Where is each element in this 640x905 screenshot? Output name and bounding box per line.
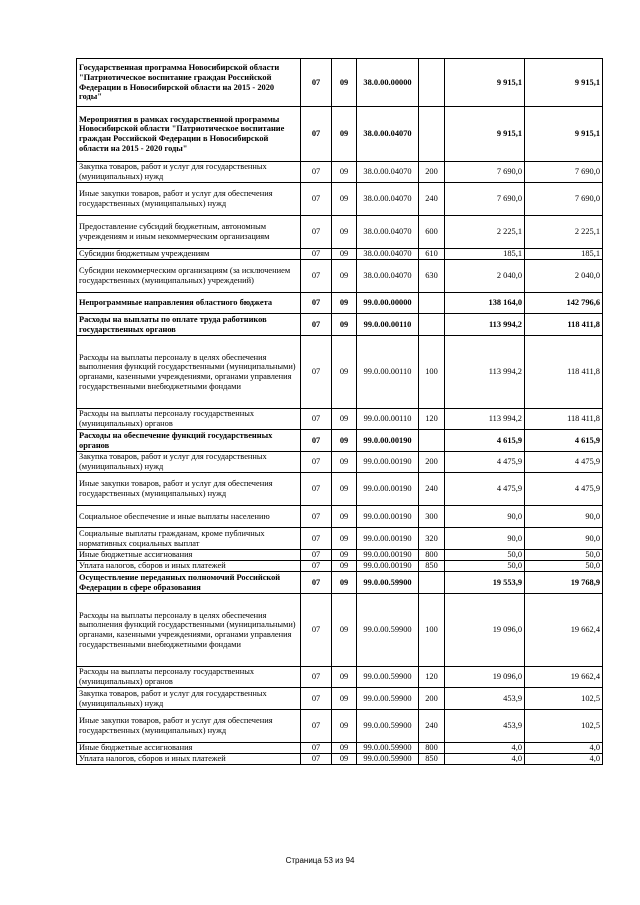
row-section-code: 07: [301, 594, 332, 667]
row-section-code: 07: [301, 506, 332, 528]
row-amount-2: 19 768,9: [525, 572, 603, 594]
table-row: [77, 183, 603, 216]
row-section-code: 07: [301, 473, 332, 506]
row-target-article: 99.0.00.59900: [357, 594, 419, 667]
row-subsection-code: 09: [332, 336, 357, 409]
row-amount-2: 19 662,4: [525, 667, 603, 688]
table-row: [77, 688, 603, 710]
row-target-article: 99.0.00.00110: [357, 336, 419, 409]
row-subsection-code: 09: [332, 293, 357, 314]
row-section-code: 07: [301, 336, 332, 409]
row-amount-2: 9 915,1: [525, 107, 603, 162]
row-target-article: 99.0.00.00190: [357, 452, 419, 473]
row-name: Осуществление переданных полномочий Российской Федерации в сфере образования: [77, 572, 301, 594]
row-subsection-code: 09: [332, 107, 357, 162]
row-target-article: 99.0.00.00190: [357, 430, 419, 452]
row-target-article: 38.0.00.04070: [357, 260, 419, 293]
row-section-code: 07: [301, 293, 332, 314]
row-amount-2: 50,0: [525, 550, 603, 561]
table-row: [77, 249, 603, 260]
row-section-code: 07: [301, 550, 332, 561]
row-section-code: 07: [301, 743, 332, 754]
row-section-code: 07: [301, 59, 332, 107]
row-target-article: 38.0.00.04070: [357, 107, 419, 162]
row-amount-1: 4 475,9: [445, 452, 525, 473]
row-name: Расходы на выплаты персоналу в целях обеспечения выполнения функций государственными (муниципальными) органами, казенными учреждениями, органами управления государственными внебюджетными фондами: [77, 594, 301, 667]
row-amount-2: 19 662,4: [525, 594, 603, 667]
row-expense-type: 100: [419, 336, 445, 409]
row-expense-type: [419, 59, 445, 107]
table-row: [77, 710, 603, 743]
row-subsection-code: 09: [332, 260, 357, 293]
row-section-code: 07: [301, 452, 332, 473]
row-section-code: 07: [301, 688, 332, 710]
row-subsection-code: 09: [332, 710, 357, 743]
row-amount-1: 4,0: [445, 754, 525, 765]
row-section-code: 07: [301, 162, 332, 183]
row-section-code: 07: [301, 409, 332, 430]
row-amount-1: 19 553,9: [445, 572, 525, 594]
row-amount-1: 2 040,0: [445, 260, 525, 293]
row-expense-type: [419, 107, 445, 162]
row-amount-2: 2 040,0: [525, 260, 603, 293]
row-subsection-code: 09: [332, 162, 357, 183]
table-row: [77, 506, 603, 528]
row-target-article: 99.0.00.00110: [357, 314, 419, 336]
row-target-article: 99.0.00.59900: [357, 743, 419, 754]
row-target-article: 38.0.00.04070: [357, 162, 419, 183]
row-name: Иные закупки товаров, работ и услуг для обеспечения государственных (муниципальных) нужд: [77, 710, 301, 743]
row-amount-1: 19 096,0: [445, 594, 525, 667]
row-target-article: 99.0.00.00190: [357, 550, 419, 561]
row-target-article: 99.0.00.00000: [357, 293, 419, 314]
row-name: Мероприятия в рамках государственной программы Новосибирской области "Патриотическое воспитание граждан Российской Федерации в Новосибирской области на 2015 - 2020 годы": [77, 107, 301, 162]
row-amount-1: 19 096,0: [445, 667, 525, 688]
row-expense-type: [419, 572, 445, 594]
row-section-code: 07: [301, 107, 332, 162]
row-amount-1: 453,9: [445, 688, 525, 710]
row-amount-1: 7 690,0: [445, 162, 525, 183]
row-subsection-code: 09: [332, 506, 357, 528]
row-amount-2: 50,0: [525, 561, 603, 572]
row-amount-2: 4,0: [525, 743, 603, 754]
row-expense-type: 630: [419, 260, 445, 293]
row-amount-2: 4 475,9: [525, 473, 603, 506]
row-section-code: 07: [301, 710, 332, 743]
row-amount-1: 2 225,1: [445, 216, 525, 249]
table-row: [77, 473, 603, 506]
row-amount-2: 4,0: [525, 754, 603, 765]
row-expense-type: 240: [419, 183, 445, 216]
row-amount-1: 113 994,2: [445, 336, 525, 409]
row-amount-2: 9 915,1: [525, 59, 603, 107]
row-target-article: 99.0.00.59900: [357, 710, 419, 743]
table-row: [77, 743, 603, 754]
table-row: [77, 314, 603, 336]
row-subsection-code: 09: [332, 409, 357, 430]
row-name: Субсидии бюджетным учреждениям: [77, 249, 301, 260]
row-amount-2: 118 411,8: [525, 409, 603, 430]
table-row: [77, 528, 603, 550]
row-expense-type: 600: [419, 216, 445, 249]
row-section-code: 07: [301, 561, 332, 572]
row-subsection-code: 09: [332, 754, 357, 765]
row-amount-1: 50,0: [445, 561, 525, 572]
row-section-code: 07: [301, 754, 332, 765]
row-name: Непрограммные направления областного бюджета: [77, 293, 301, 314]
row-name: Иные закупки товаров, работ и услуг для обеспечения государственных (муниципальных) нужд: [77, 473, 301, 506]
table-row: [77, 409, 603, 430]
row-amount-2: 7 690,0: [525, 162, 603, 183]
row-expense-type: [419, 293, 445, 314]
row-target-article: 99.0.00.00190: [357, 506, 419, 528]
row-amount-2: 7 690,0: [525, 183, 603, 216]
row-target-article: 99.0.00.00190: [357, 561, 419, 572]
row-subsection-code: 09: [332, 314, 357, 336]
row-name: Социальные выплаты гражданам, кроме публичных нормативных социальных выплат: [77, 528, 301, 550]
row-name: Расходы на выплаты по оплате труда работников государственных органов: [77, 314, 301, 336]
row-target-article: 99.0.00.59900: [357, 754, 419, 765]
row-section-code: 07: [301, 314, 332, 336]
row-target-article: 38.0.00.00000: [357, 59, 419, 107]
row-amount-2: 4 475,9: [525, 452, 603, 473]
row-name: Иные бюджетные ассигнования: [77, 550, 301, 561]
row-name: Уплата налогов, сборов и иных платежей: [77, 561, 301, 572]
table-row: [77, 260, 603, 293]
row-name: Иные бюджетные ассигнования: [77, 743, 301, 754]
table-row: [77, 293, 603, 314]
table-row: [77, 667, 603, 688]
row-name: Государственная программа Новосибирской области "Патриотическое воспитание граждан Российской Федерации в Новосибирской области на 2015 - 2020 годы": [77, 59, 301, 107]
row-expense-type: 200: [419, 688, 445, 710]
table-row: [77, 430, 603, 452]
table-row: [77, 162, 603, 183]
row-name: Уплата налогов, сборов и иных платежей: [77, 754, 301, 765]
row-expense-type: 320: [419, 528, 445, 550]
row-amount-1: 185,1: [445, 249, 525, 260]
row-amount-2: 2 225,1: [525, 216, 603, 249]
row-name: Расходы на выплаты персоналу государственных (муниципальных) органов: [77, 409, 301, 430]
row-amount-2: 4 615,9: [525, 430, 603, 452]
row-target-article: 38.0.00.04070: [357, 183, 419, 216]
row-amount-1: 4,0: [445, 743, 525, 754]
row-amount-1: 9 915,1: [445, 107, 525, 162]
row-target-article: 38.0.00.04070: [357, 216, 419, 249]
row-target-article: 99.0.00.00190: [357, 528, 419, 550]
row-subsection-code: 09: [332, 572, 357, 594]
row-amount-1: 4 615,9: [445, 430, 525, 452]
row-amount-2: 185,1: [525, 249, 603, 260]
row-section-code: 07: [301, 216, 332, 249]
page-footer: Страница 53 из 94: [285, 856, 355, 865]
row-expense-type: [419, 314, 445, 336]
row-amount-1: 4 475,9: [445, 473, 525, 506]
row-subsection-code: 09: [332, 743, 357, 754]
row-expense-type: 120: [419, 667, 445, 688]
row-subsection-code: 09: [332, 183, 357, 216]
row-target-article: 38.0.00.04070: [357, 249, 419, 260]
row-expense-type: 240: [419, 473, 445, 506]
row-name: Расходы на выплаты персоналу государственных (муниципальных) органов: [77, 667, 301, 688]
row-name: Расходы на обеспечение функций государственных органов: [77, 430, 301, 452]
row-amount-2: 118 411,8: [525, 336, 603, 409]
table-row: [77, 216, 603, 249]
table-row: [77, 572, 603, 594]
row-subsection-code: 09: [332, 216, 357, 249]
row-section-code: 07: [301, 430, 332, 452]
row-name: Социальное обеспечение и иные выплаты населению: [77, 506, 301, 528]
row-section-code: 07: [301, 260, 332, 293]
row-name: Субсидии некоммерческим организациям (за исключением государственных (муниципальных) учреждений): [77, 260, 301, 293]
row-amount-1: 7 690,0: [445, 183, 525, 216]
row-amount-2: 118 411,8: [525, 314, 603, 336]
row-target-article: 99.0.00.59900: [357, 572, 419, 594]
row-amount-1: 90,0: [445, 506, 525, 528]
row-subsection-code: 09: [332, 249, 357, 260]
row-expense-type: 800: [419, 743, 445, 754]
row-expense-type: 300: [419, 506, 445, 528]
row-expense-type: 200: [419, 452, 445, 473]
table-row: [77, 452, 603, 473]
row-amount-1: 90,0: [445, 528, 525, 550]
row-expense-type: 800: [419, 550, 445, 561]
row-amount-1: 113 994,2: [445, 409, 525, 430]
row-expense-type: 200: [419, 162, 445, 183]
row-section-code: 07: [301, 528, 332, 550]
table-row: [77, 336, 603, 409]
row-subsection-code: 09: [332, 452, 357, 473]
row-amount-2: 90,0: [525, 528, 603, 550]
row-amount-1: 453,9: [445, 710, 525, 743]
row-target-article: 99.0.00.00110: [357, 409, 419, 430]
row-name: Расходы на выплаты персоналу в целях обеспечения выполнения функций государственными (муниципальными) органами, казенными учреждениями, органами управления государственными внебюджетными фондами: [77, 336, 301, 409]
table-body: [77, 59, 603, 765]
row-section-code: 07: [301, 572, 332, 594]
row-amount-1: 138 164,0: [445, 293, 525, 314]
row-amount-1: 9 915,1: [445, 59, 525, 107]
row-section-code: 07: [301, 183, 332, 216]
row-expense-type: 850: [419, 561, 445, 572]
row-subsection-code: 09: [332, 59, 357, 107]
row-subsection-code: 09: [332, 550, 357, 561]
row-expense-type: 240: [419, 710, 445, 743]
table-row: [77, 59, 603, 107]
row-section-code: 07: [301, 249, 332, 260]
row-expense-type: 850: [419, 754, 445, 765]
row-name: Закупка товаров, работ и услуг для государственных (муниципальных) нужд: [77, 162, 301, 183]
row-name: Закупка товаров, работ и услуг для государственных (муниципальных) нужд: [77, 452, 301, 473]
row-amount-1: 113 994,2: [445, 314, 525, 336]
row-section-code: 07: [301, 667, 332, 688]
row-expense-type: [419, 430, 445, 452]
row-target-article: 99.0.00.59900: [357, 667, 419, 688]
row-subsection-code: 09: [332, 594, 357, 667]
row-subsection-code: 09: [332, 528, 357, 550]
row-subsection-code: 09: [332, 430, 357, 452]
row-name: Иные закупки товаров, работ и услуг для обеспечения государственных (муниципальных) нужд: [77, 183, 301, 216]
row-subsection-code: 09: [332, 473, 357, 506]
row-amount-2: 90,0: [525, 506, 603, 528]
row-target-article: 99.0.00.00190: [357, 473, 419, 506]
row-name: Закупка товаров, работ и услуг для государственных (муниципальных) нужд: [77, 688, 301, 710]
row-amount-2: 142 796,6: [525, 293, 603, 314]
row-expense-type: 610: [419, 249, 445, 260]
row-amount-1: 50,0: [445, 550, 525, 561]
budget-table: [76, 58, 603, 765]
row-expense-type: 120: [419, 409, 445, 430]
table-row: [77, 754, 603, 765]
row-amount-2: 102,5: [525, 688, 603, 710]
table-row: [77, 550, 603, 561]
table-row: [77, 594, 603, 667]
table-row: [77, 561, 603, 572]
row-name: Предоставление субсидий бюджетным, автономным учреждениям и иным некоммерческим организациям: [77, 216, 301, 249]
row-subsection-code: 09: [332, 667, 357, 688]
row-subsection-code: 09: [332, 688, 357, 710]
row-target-article: 99.0.00.59900: [357, 688, 419, 710]
row-expense-type: 100: [419, 594, 445, 667]
row-amount-2: 102,5: [525, 710, 603, 743]
row-subsection-code: 09: [332, 561, 357, 572]
table-row: [77, 107, 603, 162]
